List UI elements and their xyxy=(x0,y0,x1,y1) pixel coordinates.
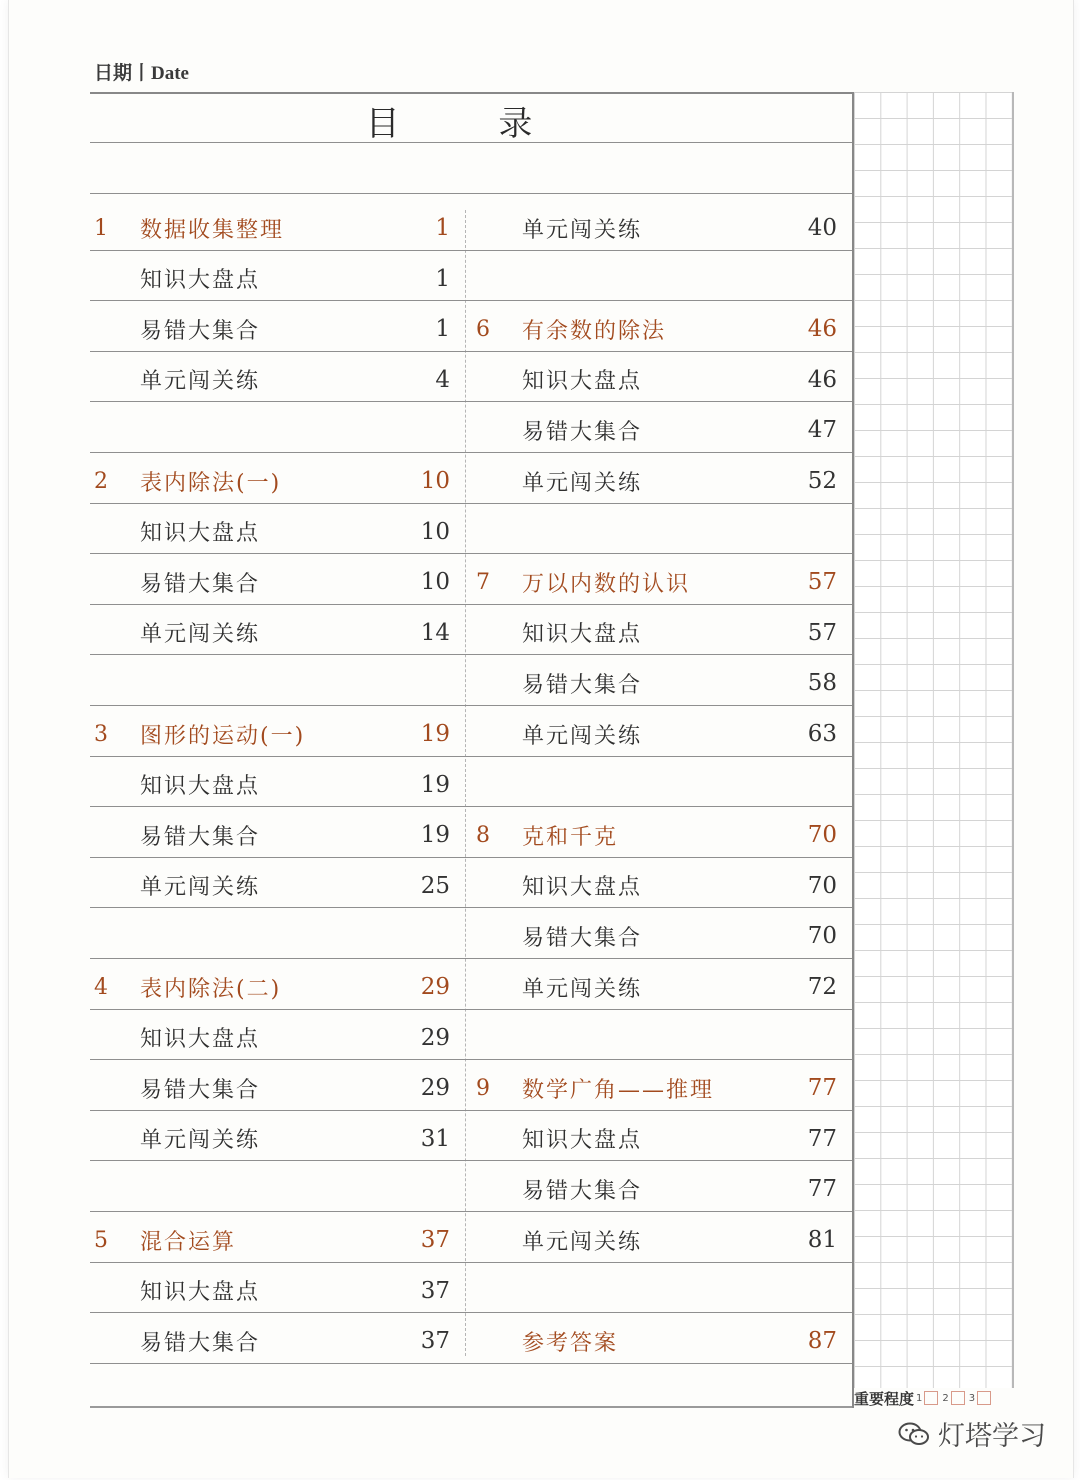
toc-page-number: 14 xyxy=(420,619,450,646)
toc-label: 混合运算 xyxy=(140,1229,237,1255)
toc-page-number: 70 xyxy=(807,872,837,899)
toc-chapter-row[interactable] xyxy=(90,456,450,506)
toc-page-number: 77 xyxy=(807,1125,837,1152)
toc-entry-row[interactable] xyxy=(90,861,450,911)
toc-label: 图形的运动(一) xyxy=(140,723,306,749)
row-rule xyxy=(466,553,852,554)
grid-note-panel xyxy=(852,92,1014,1388)
toc-chapter-row[interactable] xyxy=(90,1215,450,1265)
toc-label: 知识大盘点 xyxy=(522,875,643,901)
toc-chapter-row[interactable] xyxy=(472,557,837,607)
importance-level-1: 1 xyxy=(916,1392,923,1404)
importance-level-3: 3 xyxy=(968,1392,976,1404)
toc-entry-row[interactable] xyxy=(90,507,450,557)
toc-label: 易错大集合 xyxy=(140,318,261,344)
toc-entry-row[interactable] xyxy=(90,1114,450,1164)
toc-page-number: 81 xyxy=(807,1227,837,1253)
toc-entry-row[interactable] xyxy=(472,355,837,405)
watermark-text: 灯塔学习 xyxy=(938,1421,1046,1452)
toc-label: 易错大集合 xyxy=(140,824,261,850)
toc-entry-row[interactable] xyxy=(90,1013,450,1063)
toc-label: 知识大盘点 xyxy=(140,268,261,294)
toc-entry-row[interactable] xyxy=(90,254,450,304)
row-rule xyxy=(466,806,852,807)
toc-chapter-row[interactable] xyxy=(472,1063,837,1113)
toc-label: 知识大盘点 xyxy=(522,369,643,395)
toc-number: 5 xyxy=(94,1227,108,1253)
toc-label: 单元闯关练 xyxy=(140,369,261,395)
row-rule xyxy=(90,452,466,453)
toc-entry-row[interactable] xyxy=(472,962,837,1012)
row-rule xyxy=(466,1312,852,1313)
toc-page-number: 1 xyxy=(435,316,450,343)
toc-page-number: 1 xyxy=(435,215,450,241)
toc-label: 数据收集整理 xyxy=(140,217,285,243)
toc-page-number: 29 xyxy=(420,1024,450,1051)
toc-label: 单元闯关练 xyxy=(522,723,643,749)
toc-entry-row[interactable] xyxy=(472,861,837,911)
page-title: 目 录 xyxy=(365,104,577,144)
toc-number: 8 xyxy=(476,822,490,848)
toc-chapter-row[interactable] xyxy=(472,304,837,354)
toc-page-number: 57 xyxy=(807,569,837,596)
column-divider xyxy=(465,210,466,1356)
row-rule xyxy=(466,300,852,301)
toc-label: 单元闯关练 xyxy=(522,976,643,1002)
toc-label: 易错大集合 xyxy=(140,1077,261,1103)
toc-page-number: 4 xyxy=(435,366,450,393)
toc-page-number: 19 xyxy=(420,822,450,849)
toc-page-number: 19 xyxy=(420,771,450,798)
toc-entry-row[interactable] xyxy=(90,557,450,607)
toc-label: 表内除法(一) xyxy=(140,470,282,496)
toc-label: 易错大集合 xyxy=(522,419,643,445)
toc-entry-row[interactable] xyxy=(472,405,837,455)
toc-label: 知识大盘点 xyxy=(140,1027,261,1053)
toc-page-number: 29 xyxy=(420,1075,450,1102)
toc-page-number: 70 xyxy=(807,923,837,950)
toc-page-number: 70 xyxy=(807,822,837,849)
toc-page-number: 52 xyxy=(807,468,837,494)
toc-label: 单元闯关练 xyxy=(522,1229,643,1255)
importance-level-2: 2 xyxy=(942,1392,949,1404)
toc-label: 参考答案 xyxy=(522,1330,619,1356)
toc-label: 知识大盘点 xyxy=(522,622,643,648)
toc-page-number: 47 xyxy=(807,417,837,444)
toc-entry-row[interactable] xyxy=(472,709,837,759)
toc-page-number: 10 xyxy=(420,569,450,596)
toc-entry-row[interactable] xyxy=(90,608,450,658)
toc-label: 知识大盘点 xyxy=(522,1128,643,1154)
toc-page-number: 37 xyxy=(420,1328,450,1355)
toc-entry-row[interactable] xyxy=(472,1164,837,1214)
toc-label: 克和千克 xyxy=(522,824,619,850)
toc-page-number: 63 xyxy=(807,721,837,747)
toc-page-number: 37 xyxy=(420,1227,450,1253)
toc-label: 单元闯关练 xyxy=(522,217,643,243)
toc-label: 表内除法(二) xyxy=(140,976,282,1002)
toc-label: 单元闯关练 xyxy=(140,1128,261,1154)
title-rule xyxy=(90,142,852,143)
toc-chapter-row[interactable] xyxy=(90,962,450,1012)
toc-page-number: 46 xyxy=(807,316,837,343)
toc-number: 7 xyxy=(476,569,490,595)
toc-label: 知识大盘点 xyxy=(140,774,261,800)
toc-page-number: 77 xyxy=(807,1075,837,1102)
toc-label: 单元闯关练 xyxy=(140,875,261,901)
toc-entry-row[interactable] xyxy=(472,203,837,253)
row-rule xyxy=(90,705,466,706)
toc-entry-row[interactable] xyxy=(90,1266,450,1316)
toc-number: 9 xyxy=(476,1075,490,1101)
toc-number: 1 xyxy=(94,215,108,241)
toc-chapter-row[interactable] xyxy=(472,810,837,860)
toc-entry-row[interactable] xyxy=(90,304,450,354)
toc-page-number: 19 xyxy=(420,721,450,747)
toc-entry-row[interactable] xyxy=(90,760,450,810)
toc-page-number: 58 xyxy=(807,670,837,697)
toc-label: 数学广角——推理 xyxy=(522,1077,715,1103)
watermark xyxy=(898,1414,1046,1453)
toc-label: 知识大盘点 xyxy=(140,521,261,547)
toc-number: 2 xyxy=(94,468,108,494)
toc-label: 易错大集合 xyxy=(140,571,261,597)
toc-label: 易错大集合 xyxy=(522,925,643,951)
toc-entry-row[interactable] xyxy=(472,1114,837,1164)
toc-page-number: 77 xyxy=(807,1176,837,1203)
toc-label: 万以内数的认识 xyxy=(522,571,691,597)
toc-page-number: 31 xyxy=(420,1125,450,1152)
row-rule xyxy=(90,1211,466,1212)
toc-chapter-row[interactable] xyxy=(90,203,450,253)
toc-number: 3 xyxy=(94,721,108,747)
wechat-icon xyxy=(898,1421,930,1447)
toc-page-number: 25 xyxy=(420,872,450,899)
toc-entry-row[interactable] xyxy=(90,810,450,860)
toc-entry-row[interactable] xyxy=(90,1063,450,1113)
importance-label: 重要程度 xyxy=(854,1389,915,1408)
toc-page-number: 72 xyxy=(807,974,837,1000)
toc-chapter-row[interactable] xyxy=(472,1316,837,1366)
importance-box-1[interactable] xyxy=(924,1391,938,1405)
toc-label: 易错大集合 xyxy=(140,1330,261,1356)
toc-page-number: 37 xyxy=(420,1277,450,1304)
header-rule xyxy=(90,193,852,194)
toc-page-number: 40 xyxy=(807,215,837,241)
toc-entry-row[interactable] xyxy=(472,456,837,506)
bottom-rule xyxy=(90,1406,852,1408)
toc-entry-row[interactable] xyxy=(90,1316,450,1366)
toc-page-number: 87 xyxy=(807,1328,837,1355)
toc-entry-row[interactable] xyxy=(472,911,837,961)
toc-label: 单元闯关练 xyxy=(522,470,643,496)
toc-entry-row[interactable] xyxy=(472,1215,837,1265)
toc-label: 有余数的除法 xyxy=(522,318,667,344)
toc-page-number: 29 xyxy=(420,974,450,1000)
toc-number: 4 xyxy=(94,974,108,1000)
toc-page-number: 46 xyxy=(807,366,837,393)
toc-page-number: 57 xyxy=(807,619,837,646)
toc-number: 6 xyxy=(476,316,490,342)
toc-page-number: 1 xyxy=(435,265,450,292)
toc-chapter-row[interactable] xyxy=(90,709,450,759)
importance-box-2[interactable] xyxy=(951,1391,965,1405)
toc-label: 易错大集合 xyxy=(522,672,643,698)
toc-entry-row[interactable] xyxy=(90,355,450,405)
importance-box-3[interactable] xyxy=(977,1391,991,1405)
toc-entry-row[interactable] xyxy=(472,608,837,658)
row-rule xyxy=(90,958,466,959)
date-label: 日期丨Date xyxy=(94,63,189,84)
toc-label: 易错大集合 xyxy=(522,1178,643,1204)
toc-page-number: 10 xyxy=(420,468,450,494)
importance-rating xyxy=(852,1388,1012,1408)
toc-entry-row[interactable] xyxy=(472,658,837,708)
row-rule xyxy=(466,1059,852,1060)
toc-label: 单元闯关练 xyxy=(140,622,261,648)
toc-label: 知识大盘点 xyxy=(140,1280,261,1306)
toc-page-number: 10 xyxy=(420,518,450,545)
